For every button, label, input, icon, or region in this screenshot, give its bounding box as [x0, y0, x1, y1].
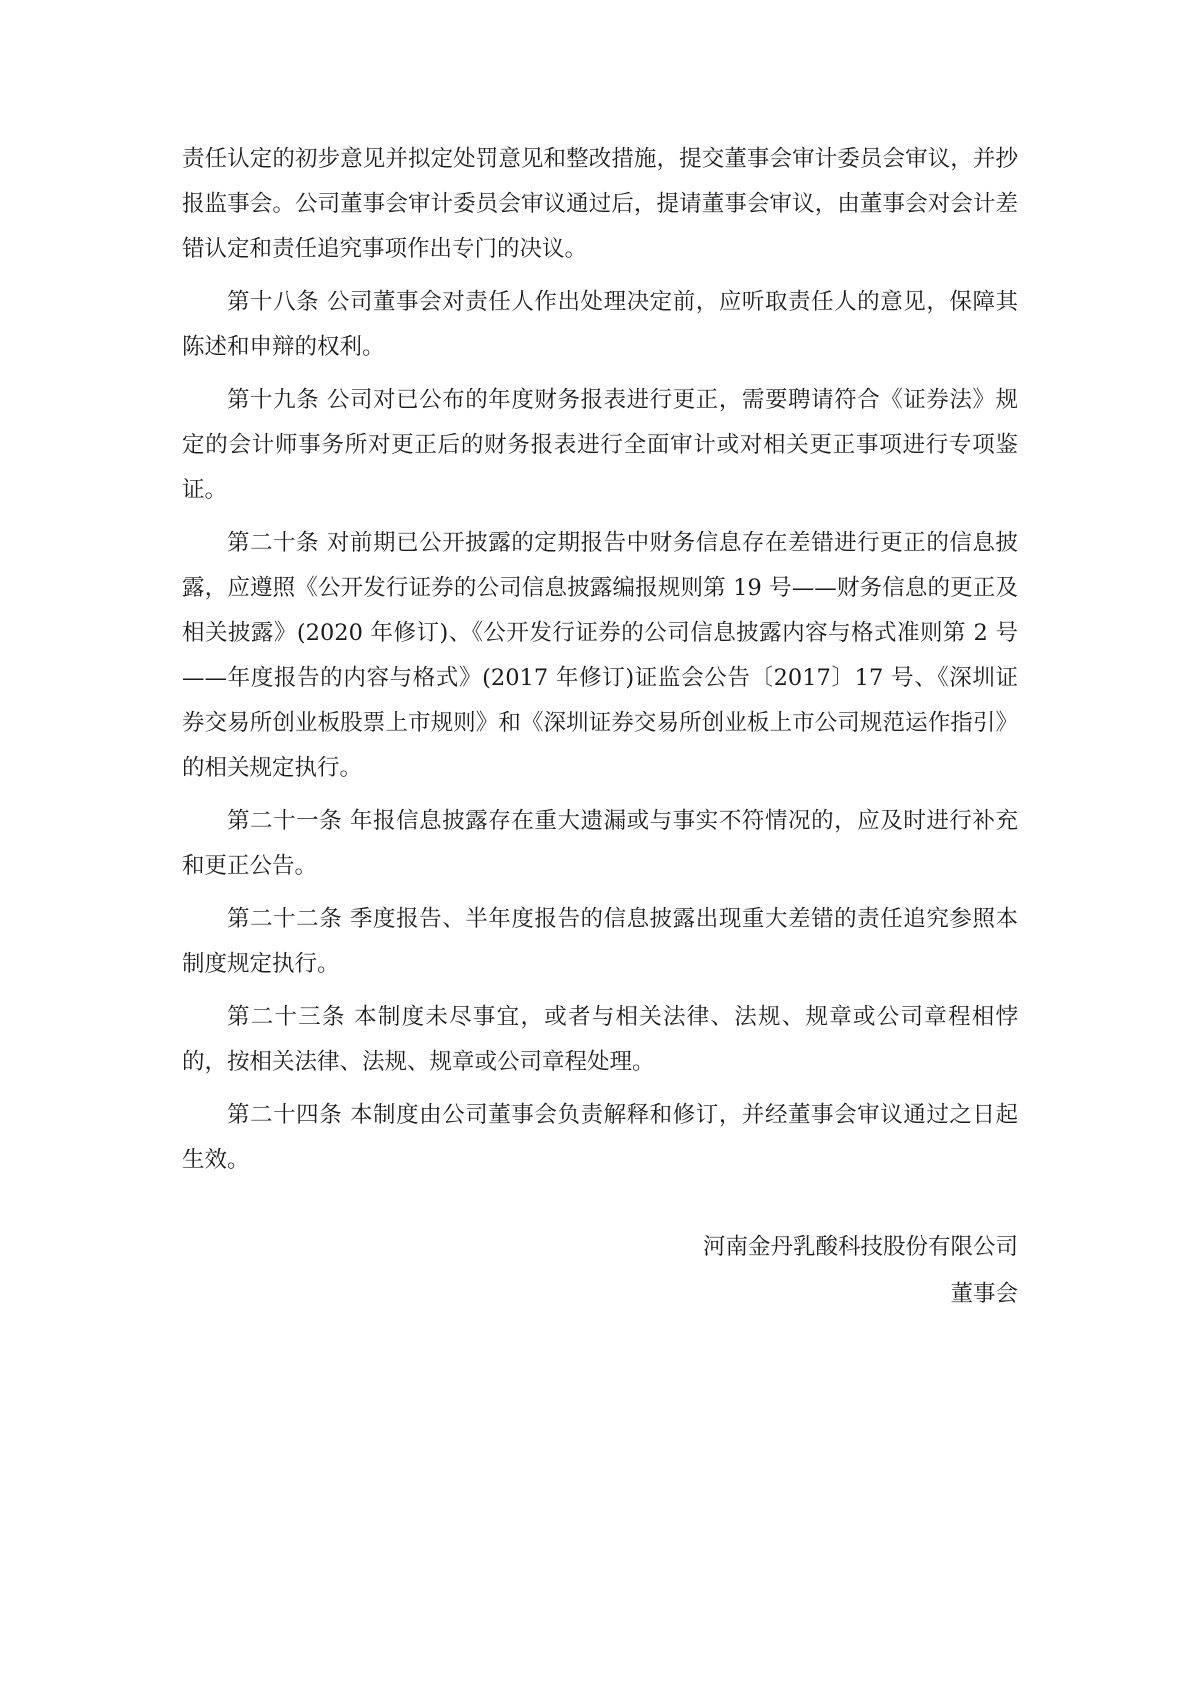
signature-board: 董事会: [950, 1281, 1018, 1307]
paragraph-article-19: 第十九条 公司对已公布的年度财务报表进行更正，需要聘请符合《证券法》规定的会计师事务所对更正后的财务报表进行全面审计或对相关更正事项进行专项鉴证。: [182, 387, 1018, 503]
paragraph-continuation: 责任认定的初步意见并拟定处罚意见和整改措施，提交董事会审计委员会审议，并抄报监事会。公司董事会审计委员会审议通过后，提请董事会审议，由董事会对会计差错认定和责任追究事项作出专门的决议。: [182, 146, 1018, 262]
paragraph-article-23: 第二十三条 本制度未尽事宜，或者与相关法律、法规、规章或公司章程相悖的，按相关法律、法规、规章或公司章程处理。: [182, 1004, 1018, 1075]
paragraph-article-18: 第十八条 公司董事会对责任人作出处理决定前，应听取责任人的意见，保障其陈述和申辩的权利。: [182, 289, 1018, 360]
paragraph-article-22: 第二十二条 季度报告、半年度报告的信息披露出现重大差错的责任追究参照本制度规定执行。: [182, 906, 1018, 977]
document-body: [182, 137, 1018, 1191]
paragraph-article-21: 第二十一条 年报信息披露存在重大遗漏或与事实不符情况的，应及时进行补充和更正公告。: [182, 808, 1018, 879]
signature-company: 河南金丹乳酸科技股份有限公司: [702, 1234, 1018, 1260]
paragraph-article-24: 第二十四条 本制度由公司董事会负责解释和修订，并经董事会审议通过之日起生效。: [182, 1102, 1018, 1173]
paragraph-article-20: 第二十条 对前期已公开披露的定期报告中财务信息存在差错进行更正的信息披露，应遵照《公开发行证券的公司信息披露编报规则第 19 号——财务信息的更正及相关披露》(2020 年修订)、《公开发行证券的公司信息披露内容与格式准则第 2 号——年度报告的内容与格式》(2017 年修订)证监会公告〔2017〕17 号、《深圳证券交易所创业板股票上市规则》和《深圳证券交易所创业板上市公司规范运作指引》的相关规定执行。: [182, 530, 1018, 781]
signature-block: [703, 1224, 1018, 1318]
